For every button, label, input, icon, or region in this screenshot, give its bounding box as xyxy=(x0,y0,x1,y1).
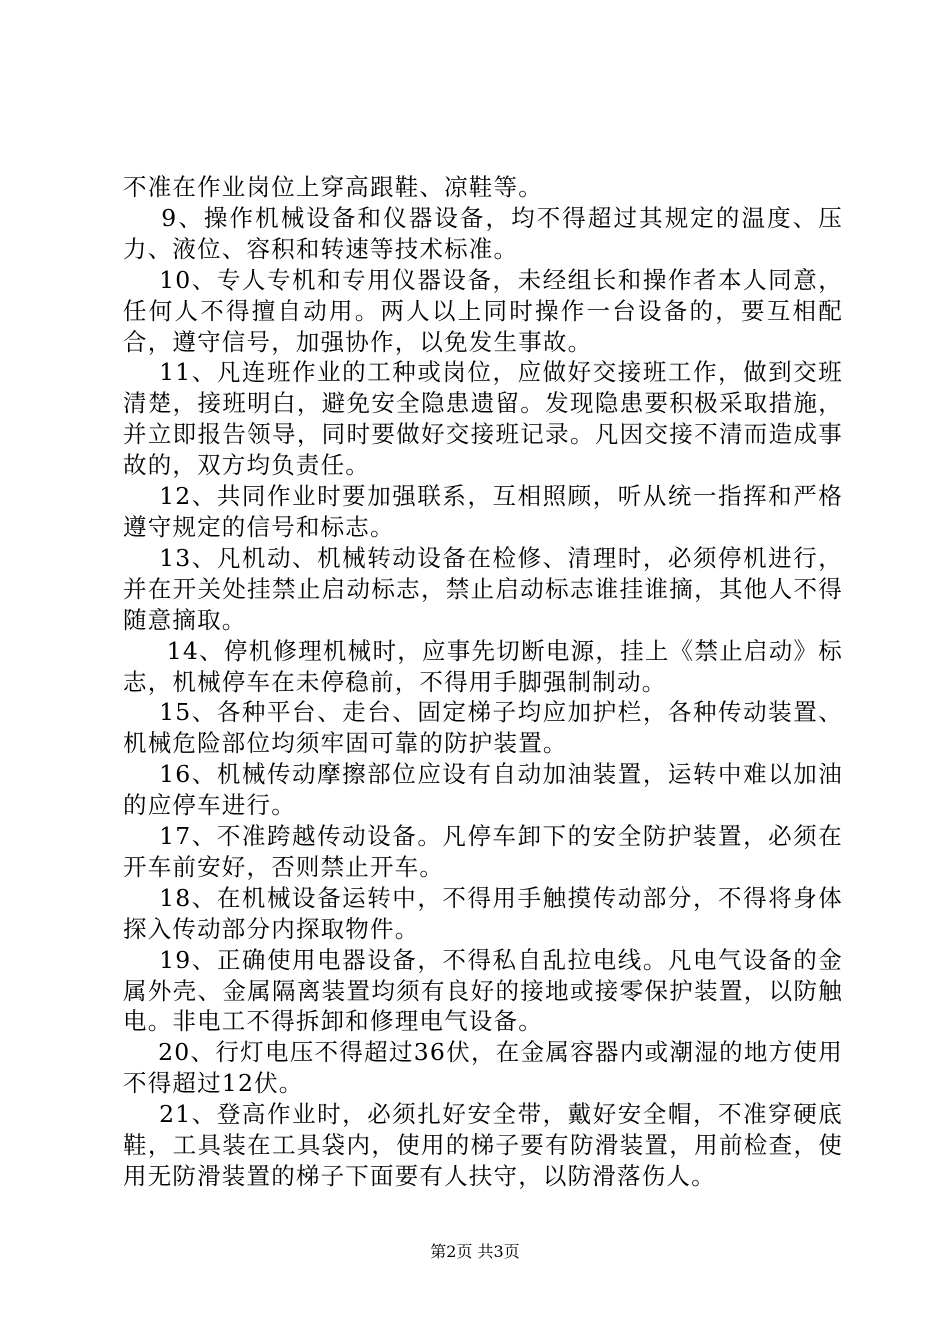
page-number-footer: 第2页 共3页 xyxy=(430,1242,520,1261)
paragraph: 17、不准跨越传动设备。凡停车卸下的安全防护装置，必须在开车前安好，否则禁止开车。 xyxy=(123,822,843,881)
paragraph: 21、登高作业时，必须扎好安全带，戴好安全帽，不准穿硬底鞋，工具装在工具袋内，使用的梯子要有防滑装置，用前检查，使用无防滑装置的梯子下面要有人扶守，以防滑落伤人。 xyxy=(123,1100,843,1190)
paragraph: 15、各种平台、走台、固定梯子均应加护栏，各种传动装置、机械危险部位均须牢固可靠的防护装置。 xyxy=(123,698,843,758)
paragraph: 9、操作机械设备和仪器设备，均不得超过其规定的温度、压力、液位、容积和转速等技术标准。 xyxy=(123,203,843,263)
paragraph: 不准在作业岗位上穿高跟鞋、凉鞋等。 xyxy=(123,173,543,201)
paragraph: 20、行灯电压不得超过36伏，在金属容器内或潮湿的地方使用不得超过12伏。 xyxy=(123,1038,843,1098)
paragraph: 12、共同作业时要加强联系，互相照顾，听从统一指挥和严格遵守规定的信号和标志。 xyxy=(123,482,843,541)
paragraph: 19、正确使用电器设备，不得私自乱拉电线。凡电气设备的金属外壳、金属隔离装置均须有良好的接地或接零保护装置，以防触电。非电工不得拆卸和修理电气设备。 xyxy=(123,945,843,1036)
document-body xyxy=(123,172,843,1192)
paragraph: 11、凡连班作业的工种或岗位，应做好交接班工作，做到交班清楚，接班明白，避免安全隐患遗留。发现隐患要积极采取措施，并立即报告领导，同时要做好交接班记录。凡因交接不清而造成事故的，双方均负责任。 xyxy=(123,358,843,480)
paragraph: 16、机械传动摩擦部位应设有自动加油装置，运转中难以加油的应停车进行。 xyxy=(123,760,843,820)
paragraph: 18、在机械设备运转中，不得用手触摸传动部分，不得将身体探入传动部分内探取物件。 xyxy=(123,883,843,943)
paragraph: 14、停机修理机械时，应事先切断电源，挂上《禁止启动》标志，机械停车在未停稳前，不得用手脚强制制动。 xyxy=(123,636,843,696)
paragraph: 13、凡机动、机械转动设备在检修、清理时，必须停机进行，并在开关处挂禁止启动标志，禁止启动标志谁挂谁摘，其他人不得随意摘取。 xyxy=(123,543,843,634)
paragraph: 10、专人专机和专用仪器设备，未经组长和操作者本人同意，任何人不得擅自动用。两人以上同时操作一台设备的，要互相配合，遵守信号，加强协作，以免发生事故。 xyxy=(123,265,843,356)
